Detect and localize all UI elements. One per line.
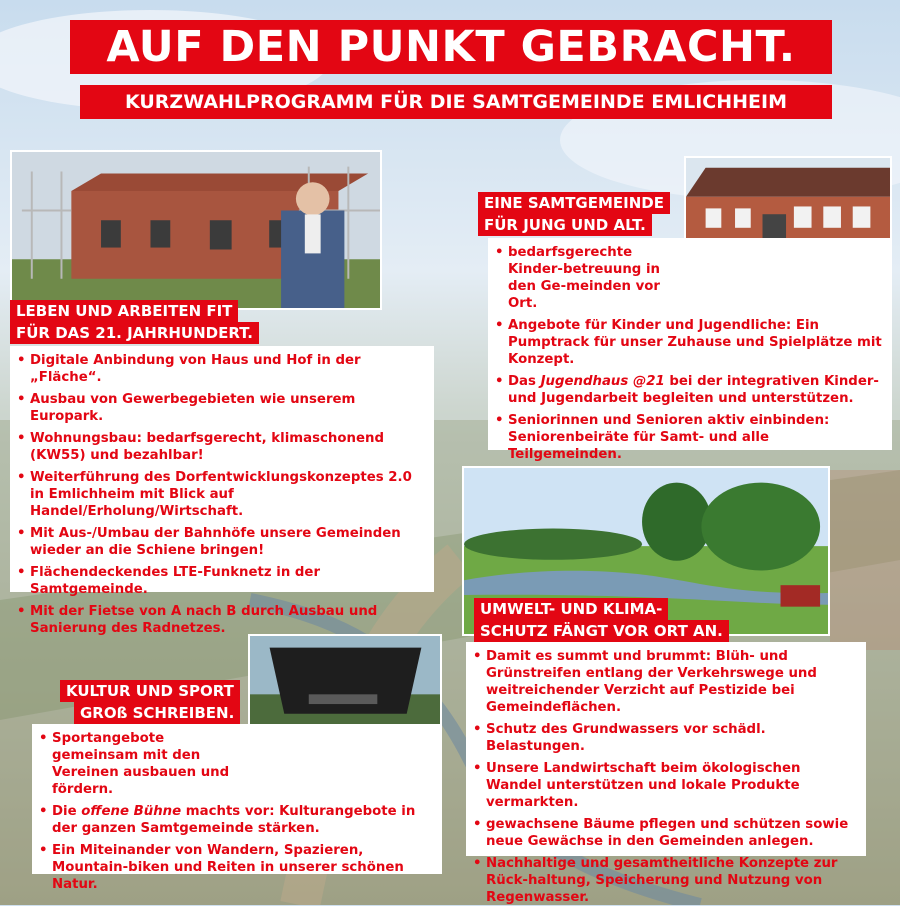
list-item: • Das Jugendhaus @21 bei der integrativen Kinder- und Jugendarbeit begleiten und unterstützen.: [494, 373, 884, 407]
list-item: • Damit es summt und brummt: Blüh- und Grünstreifen entlang der Verkehrswege und weitreichender Verzicht auf Pestizide bei Gemeindeflächen.: [472, 648, 858, 716]
section-heading: SCHUTZ FÄNGT VOR ORT AN.: [474, 620, 729, 642]
list-item: • Mit der Fietse von A nach B durch Ausbau und Sanierung des Radnetzes.: [16, 603, 426, 637]
page-title: AUF DEN PUNKT GEBRACHT.: [70, 20, 832, 74]
list-item: • gewachsene Bäume pflegen und schützen sowie neue Gewächse in den Gemeinden anlegen.: [472, 816, 858, 850]
section-heading: KULTUR UND SPORT: [60, 680, 240, 702]
list-item: • Ausbau von Gewerbegebieten wie unserem Europark.: [16, 391, 426, 425]
section-heading: LEBEN UND ARBEITEN FIT: [10, 300, 238, 322]
list-item: • bedarfsgerechte Kinder-betreuung in den Ge-meinden vor Ort.: [494, 244, 683, 312]
umwelt-heading: [474, 598, 729, 642]
construction-photo: [10, 150, 382, 310]
section-jung-alt: [488, 238, 892, 462]
leben-heading: [10, 300, 259, 344]
list-item: • Nachhaltige und gesamtheitliche Konzepte zur Rück-haltung, Speicherung und Nutzung von Regenwasser.: [472, 855, 858, 906]
jung-alt-list: [494, 244, 884, 463]
list-item: • Flächendeckendes LTE-Funknetz in der Samtgemeinde.: [16, 564, 426, 598]
list-item: • Digitale Anbindung von Haus und Hof in der „Fläche“.: [16, 352, 426, 386]
jung-alt-heading: [478, 192, 670, 236]
kultur-list: [38, 730, 434, 893]
section-kultur-sport: [32, 724, 442, 892]
list-item: • Schutz des Grundwassers vor schädl. Belastungen.: [472, 721, 858, 755]
kultur-heading: [60, 680, 240, 724]
list-item: • Ein Miteinander von Wandern, Spazieren, Mountain-biken und Reiten in unserer schönen Natur.: [38, 842, 434, 893]
list-item: • Mit Aus-/Umbau der Bahnhöfe unsere Gemeinden wieder an die Schiene bringen!: [16, 525, 426, 559]
section-heading: FÜR DAS 21. JAHRHUNDERT.: [10, 322, 259, 344]
section-leben-arbeiten: [10, 346, 434, 636]
list-item: • Wohnungsbau: bedarfsgerecht, klimaschonend (KW55) und bezahlbar!: [16, 430, 426, 464]
section-heading: EINE SAMTGEMEINDE: [478, 192, 670, 214]
list-item: • Die offene Bühne machts vor: Kulturangebote in der ganzen Samtgemeinde stärken.: [38, 803, 434, 837]
list-item: • Sportangebote gemeinsam mit den Vereinen ausbauen und fördern.: [38, 730, 237, 798]
page-subtitle: KURZWAHLPROGRAMM FÜR DIE SAMTGEMEINDE EMLICHHEIM: [80, 85, 832, 119]
section-heading: FÜR JUNG UND ALT.: [478, 214, 652, 236]
list-item: • Seniorinnen und Senioren aktiv einbinden: Seniorenbeiräte für Samt- und alle Teilgemeinden.: [494, 412, 884, 463]
list-item: • Angebote für Kinder und Jugendliche: Ein Pumptrack für unser Zuhause und Spielplätze mit Konzept.: [494, 317, 884, 368]
list-item: • Weiterführung des Dorfentwicklungskonzeptes 2.0 in Emlichheim mit Blick auf Handel/Erholung/Wirtschaft.: [16, 469, 426, 520]
leben-list: [16, 352, 426, 637]
section-heading: UMWELT- UND KLIMA-: [474, 598, 668, 620]
umwelt-list: [472, 648, 858, 906]
section-umwelt: [466, 642, 866, 905]
list-item: • Unsere Landwirtschaft beim ökologischen Wandel unterstützen und lokale Produkte vermarkten.: [472, 760, 858, 811]
section-heading: GROß SCHREIBEN.: [74, 702, 240, 724]
